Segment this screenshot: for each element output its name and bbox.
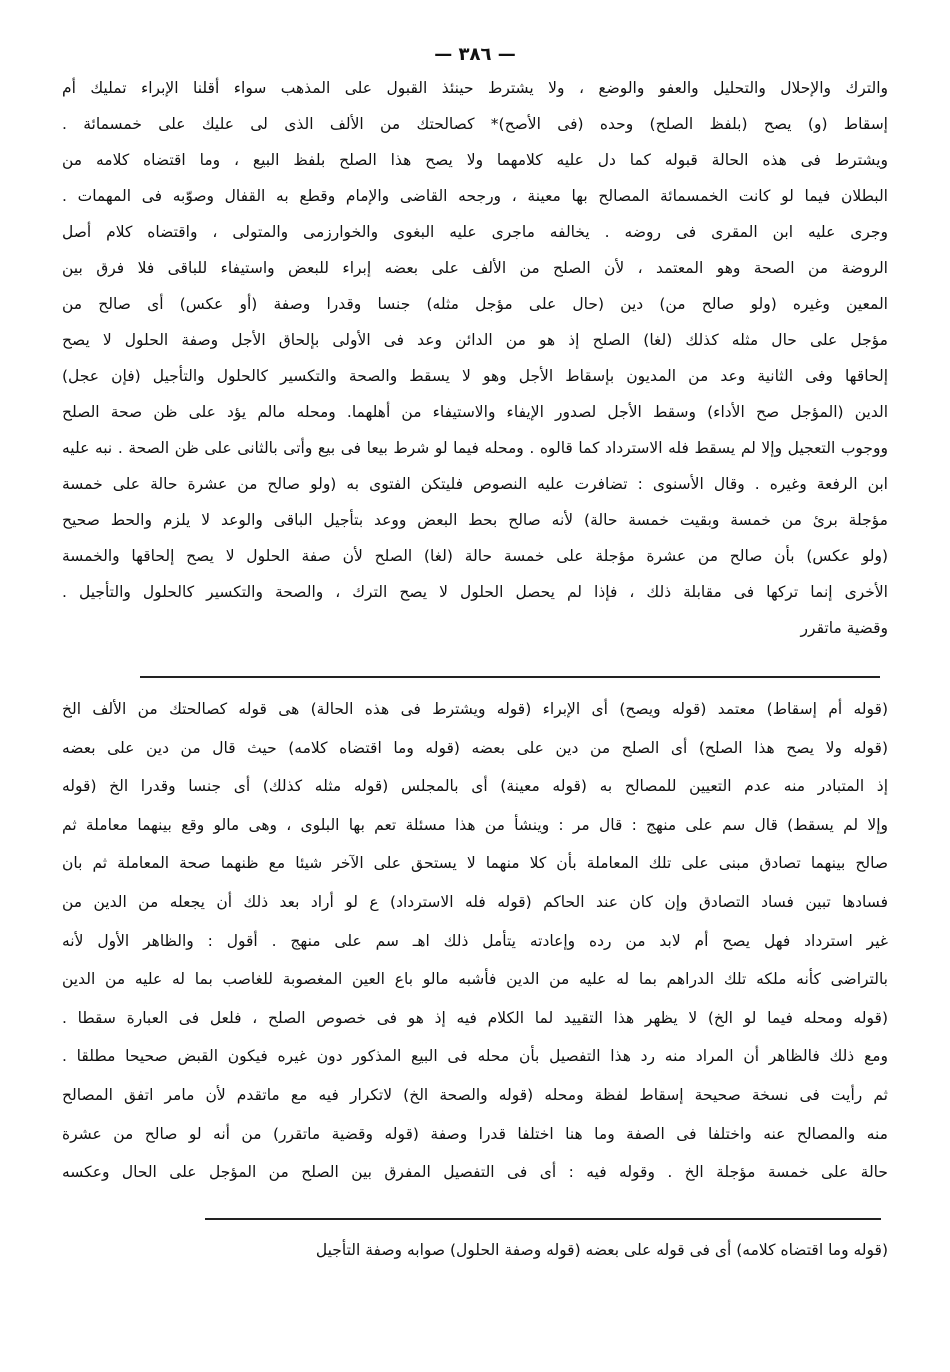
text-line: الدين (المؤجل صح الأداء) وسقط الأجل لصدور الإيفاء والاستيفاء من أهلهما. ومحله مالم يؤد على ظن صحة الصلح bbox=[62, 403, 888, 421]
text-line: والترك والإحلال والتحليل والعفو والوضع ، ولا يشترط حينئذ القبول على المذهب سواء أقلنا الإبراء تمليك أم bbox=[62, 79, 888, 97]
text-line: منه والمصالح عنه واختلفا فى الصفة وما هنا اختلفا قدرا وصفة (قوله وقضية ماتقرر) من أنه لو صالح من عشرة bbox=[62, 1124, 888, 1143]
text-line: إسقاط (و) يصح (بلفظ الصلح) وحده (فى الأصح)* كصالحتك من الألف الذى لى عليك على خمسمائة . bbox=[62, 115, 888, 133]
text-line: (قوله ولا يصح هذا الصلح) أى الصلح من دين على بعضه (قوله وما اقتضاه كلامه) حيث قال من دين على بعضه bbox=[62, 738, 888, 757]
footnote-separator-rule bbox=[205, 1218, 881, 1220]
text-line: غير استرداد فهل يصح أم لابد من رده وإعادته يتأمل ذلك اهـ سم على منهج . أقول : والظاهر الأول لأنه bbox=[62, 931, 888, 950]
text-line: البطلان فيما لو كانت الخمسمائة المصالح بها معينة ، ورجحه القاضى والإمام وقطع به القفال وصوّبه فى المهمات . bbox=[62, 187, 888, 205]
text-line: الأخرى إنما تركها فى مقابلة ذلك ، فإذا لم يحصل الحلول لا يصح الترك ، والصحة والتكسير كالحلول والتأجيل . bbox=[62, 583, 888, 601]
text-line: ومع ذلك فالظاهر أن المراد منه رد هذا التفصيل بأن محله فى البيع المذكور دون غيره فيكون القبض صحيحا مطلقا . bbox=[62, 1047, 888, 1066]
text-line: وقضية ماتقرر bbox=[800, 619, 888, 637]
text-line: بالتراضى كأنه ملكه تلك الدراهم بما له عليه من الدين فأشبه مالو باع العين المغصوبة للغاصب بما له عليه من الدين bbox=[62, 970, 888, 989]
text-line: (قوله ومحله فيما لو الخ) لا يظهر هذا التقييد لما الكلام فيه إذ هو فى خصوص الصلح ، فلعل فى العبارة سقطا . bbox=[62, 1008, 888, 1027]
text-line: ووجوب التعجيل وإلا لم يسقط فله الاسترداد كما قالوه . ومحله فيما لو شرط بيعا فى بيع وأتى بالثانى على ظن الصحة . نبه عليه bbox=[62, 439, 888, 457]
text-line: مؤجل على حال مثله كذلك (لغا) الصلح إذ هو من الدائن وعد فى الأولى بإلحاق الأجل وصفة الحلول لا يصح bbox=[62, 331, 888, 349]
text-line: إذ المتبادر منه عدم التعيين للمصالح به (قوله معينة) أى بالمجلس (قوله مثله كذلك) أى جنسا وقدرا الخ (قوله bbox=[62, 777, 888, 796]
text-line: الروضة من الصحة وهو المعتمد ، لأن الصلح من الألف على بعضه إبراء للبعض واستيفاء للباقى فلا فرق بين bbox=[62, 259, 888, 277]
page-number: — ٣٨٦ — bbox=[434, 44, 516, 65]
text-line: (ولو عكس) بأن صالح من عشرة مؤجلة على خمسة حالة (لغا) الصلح لأن صفة الحلول لا يصح إلحاقها والخمسة bbox=[62, 547, 888, 565]
main-text bbox=[62, 70, 888, 646]
text-line: ابن الرفعة وغيره . وقال الأسنوى : تضافرت عليه النصوص فليتكن الفتوى به (ولو صالح من عشرة حالة على خمسة bbox=[62, 475, 888, 493]
text-line: مؤجلة برئ من خمسة وبقيت خمسة حالة) لأنه صالح بحط البعض ووعد بتأجيل الباقى والوعد لا يلزم والحط صحيح bbox=[62, 511, 888, 529]
text-line: صالح بينهما تصادق مبنى على تلك المعاملة بأن كلا منهما لا يستحق على الآخر شيئا مع ظنهما صحة المعاملة ثم بان bbox=[62, 854, 888, 873]
text-line: فسادها تبين فساد التصادق وإن كان عند الحاكم (قوله فله الاسترداد) ع لو أراد بعد ذلك أن يجعله من الدين من bbox=[62, 892, 888, 911]
text-line: المعين وغيره (ولو صالح من) دين (حال على مؤجل مثله) جنسا وقدرا وصفة (أو عكس) أى صالح من bbox=[62, 295, 888, 313]
footnote-text bbox=[62, 1232, 888, 1268]
text-line: ويشترط فى هذه الحالة قبوله كما دل عليه كلامهما ولا يصح هذا الصلح بلفظ البيع ، وما اقتضاه كلامه من bbox=[62, 151, 888, 169]
text-line: ثم رأيت فى نسخة صحيحة إسقاط لفظة ومحله (قوله والصحة الخ) لاتكرار فيه مع ماتقدم لأن مامر اتفق المصالح bbox=[62, 1085, 888, 1104]
commentary-text bbox=[62, 690, 888, 1192]
text-line: وإلا لم يسقط) قال سم على منهج : قال مر : وينشأ من هذا مسئلة تعم بها البلوى ، وهى مالو وقع بينهما معاملة ثم bbox=[62, 815, 888, 834]
text-line: وجرى عليه ابن المقرى فى روضه . يخالفه ماجرى عليه البغوى والخوارزمى والمتولى ، واقتضاه كلام أصل bbox=[62, 223, 888, 241]
text-line: (قوله وما اقتضاه كلامه) أى فى قوله على بعضه (قوله وصفة الحلول) صوابه وصفة التأجيل bbox=[315, 1241, 888, 1259]
text-line: إلحاقها وفى الثانية وعد من المديون بإسقاط الأجل وهو لا يسقط والصحة والتكسير كالحلول والتأجيل (فإن عجل) bbox=[62, 367, 888, 385]
separator-rule bbox=[140, 676, 880, 678]
text-line: حالة على خمسة مؤجلة الخ . وقوله فيه : أى فى التفصيل المفرق بين الصلح من المؤجل على الحال وعكسه bbox=[62, 1163, 888, 1182]
text-line: (قوله أم إسقاط) معتمد (قوله ويصح) أى الإبراء (قوله ويشترط فى هذه الحالة) هى قوله كصالحتك من الألف الخ bbox=[62, 700, 888, 718]
